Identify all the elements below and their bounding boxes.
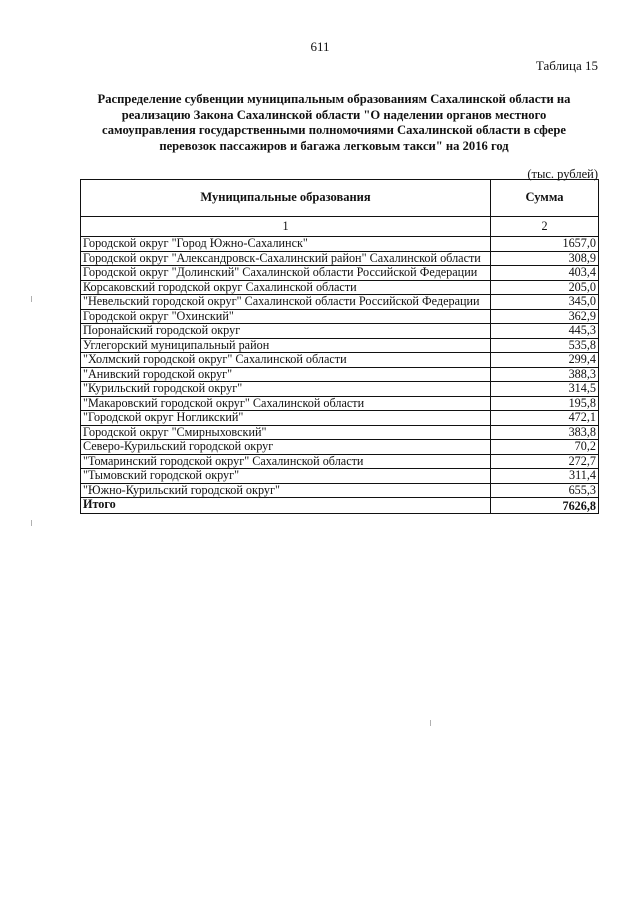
table-row <box>81 440 599 455</box>
table-row <box>81 396 599 411</box>
table-row <box>81 309 599 324</box>
municipality-name: Корсаковский городской округ Сахалинской области <box>81 280 491 295</box>
subvention-sum: 314,5 <box>491 382 599 397</box>
municipality-name: "Тымовский городской округ" <box>81 469 491 484</box>
total-sum: 7626,8 <box>491 498 599 514</box>
subvention-sum: 445,3 <box>491 324 599 339</box>
municipality-name: Городской округ "Охинский" <box>81 309 491 324</box>
table-row <box>81 483 599 498</box>
subvention-sum: 388,3 <box>491 367 599 382</box>
municipality-name: "Невельский городской округ" Сахалинской области Российской Федерации <box>81 295 491 310</box>
municipality-name: Городской округ "Александровск-Сахалинский район" Сахалинской области <box>81 251 491 266</box>
subvention-sum: 195,8 <box>491 396 599 411</box>
subvention-sum: 403,4 <box>491 266 599 281</box>
scan-artifact <box>430 720 431 726</box>
municipality-name: "Городской округ Ногликский" <box>81 411 491 426</box>
total-label: Итого <box>81 498 491 514</box>
table-row <box>81 237 599 252</box>
subvention-sum: 472,1 <box>491 411 599 426</box>
table-row <box>81 338 599 353</box>
table-label: Таблица 15 <box>535 58 598 73</box>
subvention-sum: 311,4 <box>491 469 599 484</box>
subvention-sum: 383,8 <box>491 425 599 440</box>
municipality-name: "Курильский городской округ" <box>81 382 491 397</box>
municipality-name: Городской округ "Долинский" Сахалинской области Российской Федерации <box>81 266 491 281</box>
page-number: 611 <box>310 39 330 54</box>
title-line: самоуправления государственными полномочиями Сахалинской области в сфере <box>102 123 566 137</box>
scan-artifact <box>31 520 32 526</box>
title-line: перевозок пассажиров и багажа легковым такси" на 2016 год <box>159 138 509 153</box>
subvention-sum: 70,2 <box>491 440 599 455</box>
municipality-name: Поронайский городской округ <box>81 324 491 339</box>
table-row <box>81 425 599 440</box>
municipality-name: "Анивский городской округ" <box>81 367 491 382</box>
table-row <box>81 266 599 281</box>
title-line: Распределение субвенции муниципальным образованиям Сахалинской области на <box>97 92 571 106</box>
municipality-name: "Холмский городской округ" Сахалинской области <box>81 353 491 368</box>
municipality-name: Городской округ "Город Южно-Сахалинск" <box>81 237 491 252</box>
municipality-name: Северо-Курильский городской округ <box>81 440 491 455</box>
header-row <box>81 180 599 217</box>
table-row <box>81 454 599 469</box>
subvention-table <box>80 179 599 514</box>
municipality-name: Городской округ "Смирныховский" <box>81 425 491 440</box>
table-row <box>81 367 599 382</box>
subvention-sum: 362,9 <box>491 309 599 324</box>
subvention-sum: 535,8 <box>491 338 599 353</box>
column-index-row <box>81 217 599 237</box>
table-row <box>81 353 599 368</box>
header-sum: Сумма <box>491 180 599 217</box>
scan-artifact <box>31 296 32 302</box>
municipality-name: "Южно-Курильский городской округ" <box>81 483 491 498</box>
header-municipality: Муниципальные образования <box>81 180 491 217</box>
column-index: 2 <box>491 217 599 237</box>
subvention-sum: 205,0 <box>491 280 599 295</box>
municipality-name: Углегорский муниципальный район <box>81 338 491 353</box>
column-index: 1 <box>81 217 491 237</box>
municipality-name: "Макаровский городской округ" Сахалинской области <box>81 396 491 411</box>
subvention-sum: 345,0 <box>491 295 599 310</box>
subvention-sum: 655,3 <box>491 483 599 498</box>
subvention-sum: 308,9 <box>491 251 599 266</box>
table-body <box>81 237 599 514</box>
title-line: реализацию Закона Сахалинской области "О наделении органов местного <box>121 107 547 122</box>
total-row <box>81 498 599 514</box>
table-row <box>81 251 599 266</box>
document-title <box>90 92 578 154</box>
table-row <box>81 411 599 426</box>
table-row <box>81 324 599 339</box>
table-row <box>81 280 599 295</box>
table-row <box>81 469 599 484</box>
table-row <box>81 295 599 310</box>
units-label: (тыс. рублей) <box>527 167 598 181</box>
subvention-sum: 299,4 <box>491 353 599 368</box>
subvention-sum: 1657,0 <box>491 237 599 252</box>
municipality-name: "Томаринский городской округ" Сахалинской области <box>81 454 491 469</box>
table-row <box>81 382 599 397</box>
subvention-sum: 272,7 <box>491 454 599 469</box>
